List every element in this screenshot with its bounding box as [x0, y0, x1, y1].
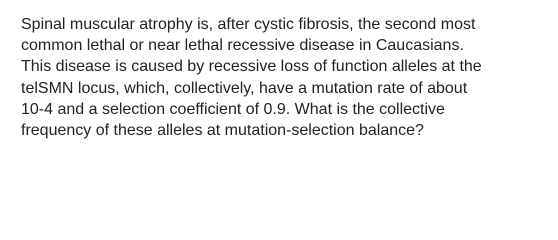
- question-line: This disease is caused by recessive loss of function alleles at the: [21, 58, 482, 76]
- question-text: [21, 14, 546, 141]
- question-line: telSMN locus, which, collectively, have a mutation rate of about: [21, 79, 468, 97]
- question-line: common lethal or near lethal recessive disease in Caucasians.: [21, 37, 464, 55]
- question-line: Spinal muscular atrophy is, after cystic fibrosis, the second most: [21, 16, 476, 33]
- question-line: 10-4 and a selection coefficient of 0.9. What is the collective: [21, 100, 445, 118]
- question-line: frequency of these alleles at mutation-selection balance?: [21, 122, 424, 140]
